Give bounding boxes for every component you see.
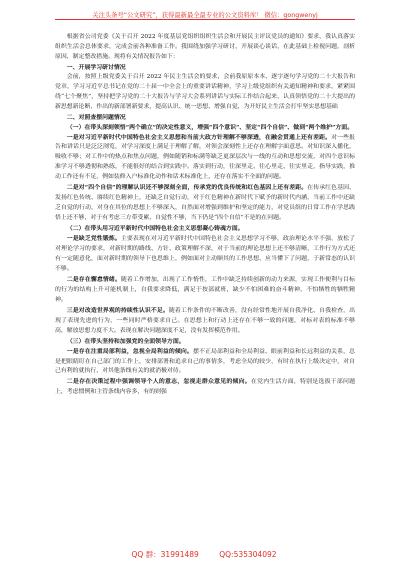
header-banner: 关注头条号“公文研究”，获得最新最全最专业的公文资料库！ 微信：gongwenyj xyxy=(92,12,318,19)
problem-text: 在传承红色基因、发扬红色传统、赓续红色精神上，还缺乏自觉行动，对于红色精神在新时代下赋予的新时代内涵，当前工作中还缺乏自觉的行动，对身在其位的思想上不够深入，自然面对增强到维护和坚定的能力，对党员组的日常工作在学思践悟上还不够，对于有考虑三方带受累、自觉性不够，当下仍是“四个自信”不是的在问题。 xyxy=(55,185,356,222)
header-divider xyxy=(55,19,355,20)
problem-text: 摆不正局部利益和全局利益、眼前利益和长远利益的关系，总是把眼睛盯在自己部门的工作上，安排部署和追求自己的事情多，考虑全局的较少，有时在执行上级决定中，对自己有利的就执行，对其他条线有关的就消极对待。 xyxy=(55,348,356,375)
problem-paragraph xyxy=(55,347,355,378)
subsection-heading-1: （一）在带头深刻领悟“两个确立”的决定性意义，增强“四个意识”、坚定“四个自信”、做到“两个维护”方面。 xyxy=(66,123,354,131)
problem-lead: 三是对改造世界观的持续性认识不足。 xyxy=(66,306,169,314)
problem-text: 随着工作增加，出现了工作惰性，工作中缺乏持续创新的动力来源，实现工作便利与目标的行为的结构上升可能机制上，自我要求降低，满足于按部就班，缺少不怕困难的奋斗精神，不怕牺牲的牺牲精神。 xyxy=(55,276,356,303)
footer-qq: QQ:535304092 xyxy=(219,550,277,559)
problem-text: 在党内生活方面，特别是选拔干部问题上，考虑惯例和主管条线内容多，有的则强 xyxy=(55,379,356,396)
problem-paragraph xyxy=(55,306,355,337)
footer-contact xyxy=(0,549,408,560)
document-body xyxy=(55,33,355,398)
intro-paragraph: 根据省公司党委《关于召开 2022 年度基层党组织组织生活会和开展民主评议党员的通知》要求，我认真落实组织生活会总体要求，完成会前各种准备工作。我围绕加强学习研讨，开展谈心谈话，在此基础上检视问题，剖析原因，制定整改措施。现将有关情况报告如下： xyxy=(55,34,355,60)
subsection-heading-2: （二）在带头用习近平新时代中国特色社会主义思想凝心铸魂方面。 xyxy=(66,225,244,233)
section-heading-study: 一、开展学习研讨情况 xyxy=(66,63,126,71)
problem-lead: 二是存在决策过程中强调领导个人的意志，忽视走群众意见的倾向。 xyxy=(66,378,251,386)
section-heading-problems: 二、对照查摆问题情况 xyxy=(66,113,126,121)
problem-text: 对一些报告和讲话只是泛泛浏览，对学习深度上满足于理解了解，对领会深刻性上还存在理解字面意思。对知识深入播化，吸收不够；对工作中的热点和焦点问题，例如随销和标满等缺乏更深层次与一线的互动和思想交流，对四个意识标准学习不够透彻和熟练，不能很好的结合到实践中。落实到行动，往深里走、往心里走、往实里走，指导实践，推动工作还有不足，例如装修入户标准化动作和话术标准化上，还存在落实不全面的问题。 xyxy=(55,134,356,181)
problem-lead: 一是存在注重局部利益，忽视全局利益的倾向。 xyxy=(66,347,193,355)
problem-paragraph xyxy=(55,377,355,398)
study-paragraph: 会前，按照上级党委关于召开 2022 年民主生活会的要求，会前我原原本本、逐字逐句学习党的二十大报告和党章，学习习近平总书记在党的二十届一中全会上的重要讲话精神，学习上级党组织有关通知精神和要求，紧紧围绕“七个聚焦”，坚持把学习党的二十大报告与学习大会系列讲话与实际工作结合起来，认真领悟党的二十大提出的新思想新论断、作出的新部署新要求，提高认识、统一思想、增强自觉，为开好民主生活会打牢坚实思想基础 xyxy=(55,73,355,110)
problem-paragraph xyxy=(55,234,355,275)
problem-lead: 一是对习近平新时代中国特色社会主义思想和当前大政方针理解不够深透，在融会贯通上还有差距。 xyxy=(66,133,332,141)
footer-qq-group: QQ 群：31991489 xyxy=(131,550,199,559)
problem-paragraph xyxy=(55,275,355,306)
problem-paragraph xyxy=(55,183,355,224)
problem-paragraph xyxy=(55,133,355,184)
problem-lead: 一是缺乏党性锻炼。 xyxy=(66,235,121,243)
problem-lead: 二是对“四个自信”的理解认识还不够深刻全面，传承党的优良传统和红色基因上还有差距。 xyxy=(66,184,308,192)
subsection-heading-3: （三）在带头坚持和加强党的全面领导方面。 xyxy=(66,337,185,345)
problem-lead: 二是存在懈怠情绪。 xyxy=(66,275,121,283)
problem-text: 主要表现在对习近平新时代中国特色社会主义思想学习不够，政治理论水平不强，放松了对理论学习的要求，对新时期的路线、方针、政策理解不深，对于当前的理论思想上还不够清晰，工作行为方式还有一定随意化，面对新时期的领导下也思维上，例如面对主动顺其的工作思想，应当懂下了问题，于新常态的认识不够。 xyxy=(55,236,356,272)
problem-text: 随着工作条件的不断改善，没有经常性地开展自我净化、自我检查，出现了表现先进的行为，一些同时严格要求自己。在思想上和行动上还存在不够一致的问题，对标对表的标准不够高，解放思想力度不大。表现在解决问题深度不足，没有发挥模范作用。 xyxy=(55,307,356,334)
